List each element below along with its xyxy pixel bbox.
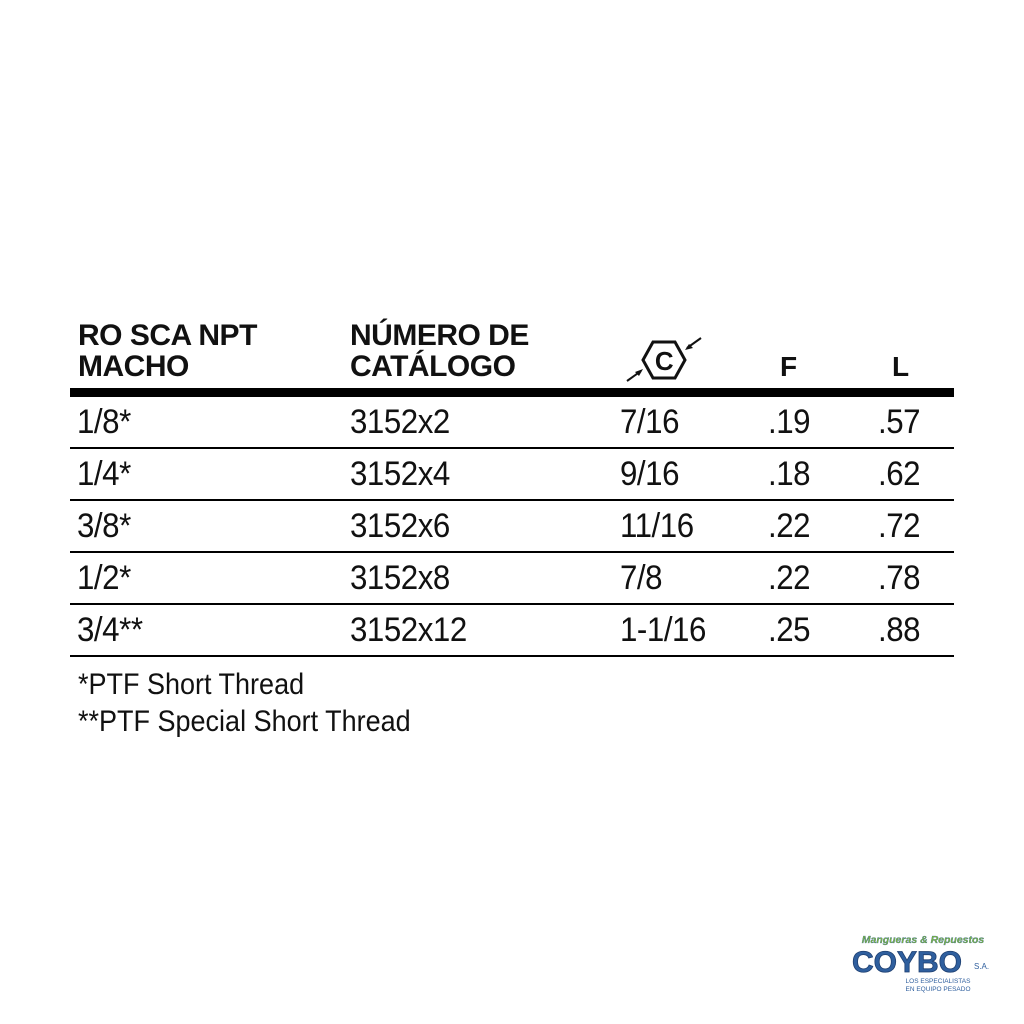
- hex-c-label: C: [654, 346, 674, 376]
- header-hex-c: [625, 334, 705, 386]
- company-logo: [848, 932, 998, 994]
- header-rosca-line1: RO SCA NPT: [78, 319, 257, 352]
- cell-numero: 3152x8: [350, 559, 450, 597]
- table-header: [70, 308, 954, 397]
- spec-table: [70, 308, 954, 657]
- table-row: [70, 605, 954, 657]
- footnote-short-thread: *PTF Short Thread: [78, 668, 305, 701]
- coybo-logo-icon: [848, 932, 998, 994]
- footnote-special-short-thread: **PTF Special Short Thread: [78, 705, 411, 738]
- cell-f: .19: [768, 403, 811, 441]
- header-numero-line2: CATÁLOGO: [350, 350, 516, 383]
- logo-subtitle-line1: LOS ESPECIALISTAS: [905, 978, 971, 985]
- cell-c: 7/16: [620, 403, 680, 441]
- cell-c: 11/16: [620, 507, 694, 545]
- hex-nut-icon: [625, 334, 705, 386]
- footnotes: [78, 666, 411, 740]
- cell-c: 1-1/16: [620, 611, 706, 649]
- logo-tagline: Mangueras & Repuestos: [861, 934, 985, 946]
- cell-f: .22: [768, 559, 811, 597]
- cell-numero: 3152x6: [350, 507, 450, 545]
- logo-suffix: S.A.: [974, 962, 990, 971]
- table-row: [70, 449, 954, 501]
- header-numero: [350, 320, 529, 382]
- cell-numero: 3152x12: [350, 611, 467, 649]
- cell-c: 9/16: [620, 455, 680, 493]
- cell-numero: 3152x4: [350, 455, 450, 493]
- header-f: F: [780, 351, 797, 382]
- table-row: [70, 553, 954, 605]
- cell-l: .72: [878, 507, 921, 545]
- cell-rosca: 3/8*: [77, 507, 131, 545]
- cell-rosca: 1/8*: [77, 403, 131, 441]
- header-rosca: [78, 320, 257, 382]
- table-row: [70, 501, 954, 553]
- cell-l: .57: [878, 403, 921, 441]
- cell-l: .78: [878, 559, 921, 597]
- cell-numero: 3152x2: [350, 403, 450, 441]
- cell-f: .22: [768, 507, 811, 545]
- cell-rosca: 1/4*: [77, 455, 131, 493]
- cell-f: .18: [768, 455, 811, 493]
- cell-c: 7/8: [620, 559, 663, 597]
- cell-rosca: 1/2*: [77, 559, 131, 597]
- cell-f: .25: [768, 611, 811, 649]
- logo-brand: COYBO: [852, 946, 963, 979]
- header-l: L: [892, 351, 909, 382]
- cell-l: .88: [878, 611, 921, 649]
- table-row: [70, 397, 954, 449]
- logo-subtitle-line2: EN EQUIPO PESADO: [905, 986, 971, 993]
- cell-l: .62: [878, 455, 921, 493]
- header-rosca-line2: MACHO: [78, 350, 189, 383]
- header-numero-line1: NÚMERO DE: [350, 319, 529, 352]
- cell-rosca: 3/4**: [77, 611, 143, 649]
